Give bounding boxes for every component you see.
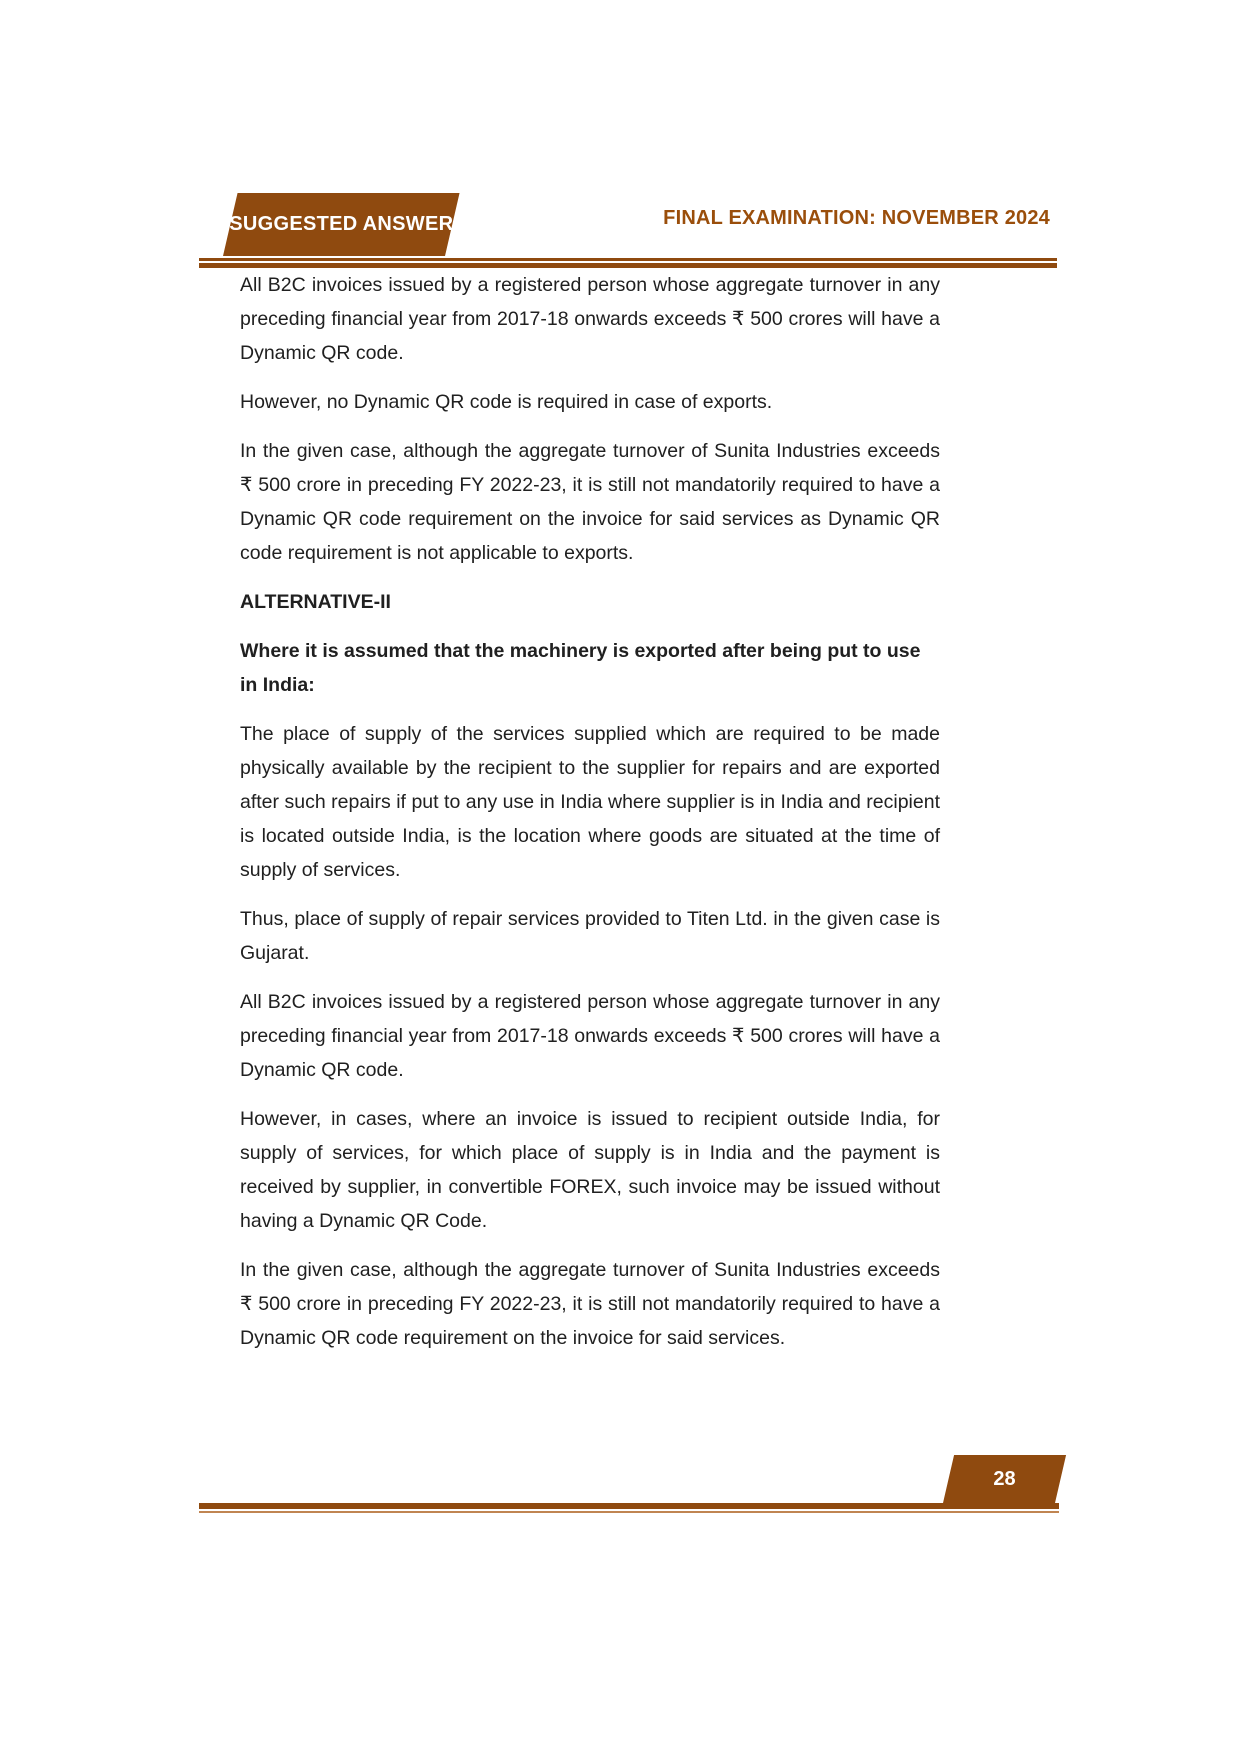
exam-title: FINAL EXAMINATION: NOVEMBER 2024 bbox=[663, 207, 1050, 229]
banner-label: SUGGESTED ANSWER bbox=[229, 213, 454, 235]
page-number: 28 bbox=[993, 1467, 1016, 1490]
footer-rule bbox=[199, 1503, 1059, 1513]
paragraph: In the given case, although the aggregate turnover of Sunita Industries exceeds ₹ 500 crore in preceding FY 2022-23, it is still not mandatorily required to have a Dynamic QR code requirement on the invoice for said services as Dynamic QR code requirement is not applicable to exports. bbox=[240, 440, 940, 564]
section-heading: ALTERNATIVE-II bbox=[240, 591, 391, 613]
paragraph: Thus, place of supply of repair services provided to Titen Ltd. in the given case is Gujarat. bbox=[240, 908, 940, 964]
paragraph: All B2C invoices issued by a registered person whose aggregate turnover in any preceding financial year from 2017-18 onwards exceeds ₹ 500 crores will have a Dynamic QR code. bbox=[240, 991, 940, 1081]
paragraph: However, no Dynamic QR code is required in case of exports. bbox=[240, 391, 773, 413]
header-rule bbox=[199, 258, 1057, 268]
footer-rule-thin-line bbox=[199, 1511, 1059, 1513]
document-body bbox=[240, 268, 940, 1370]
paragraph: The place of supply of the services supplied which are required to be made physically available by the recipient to the supplier for repairs and are exported after such repairs if put to any use in India where supplier is in India and recipient is located outside India, is the location where goods are situated at the time of supply of services. bbox=[240, 723, 940, 881]
page-number-badge bbox=[943, 1455, 1066, 1503]
paragraph: However, in cases, where an invoice is issued to recipient outside India, for supply of services, for which place of supply is in India and the payment is received by supplier, in convertible FOREX, such invoice may be issued without having a Dynamic QR Code. bbox=[240, 1108, 940, 1232]
section-heading: Where it is assumed that the machinery is exported after being put to use in India: bbox=[240, 640, 921, 696]
paragraph: All B2C invoices issued by a registered person whose aggregate turnover in any preceding financial year from 2017-18 onwards exceeds ₹ 500 crores will have a Dynamic QR code. bbox=[240, 274, 940, 364]
paragraph: In the given case, although the aggregate turnover of Sunita Industries exceeds ₹ 500 crore in preceding FY 2022-23, it is still not mandatorily required to have a Dynamic QR code requirement on the invoice for said services. bbox=[240, 1259, 940, 1349]
suggested-answer-banner bbox=[223, 193, 460, 256]
